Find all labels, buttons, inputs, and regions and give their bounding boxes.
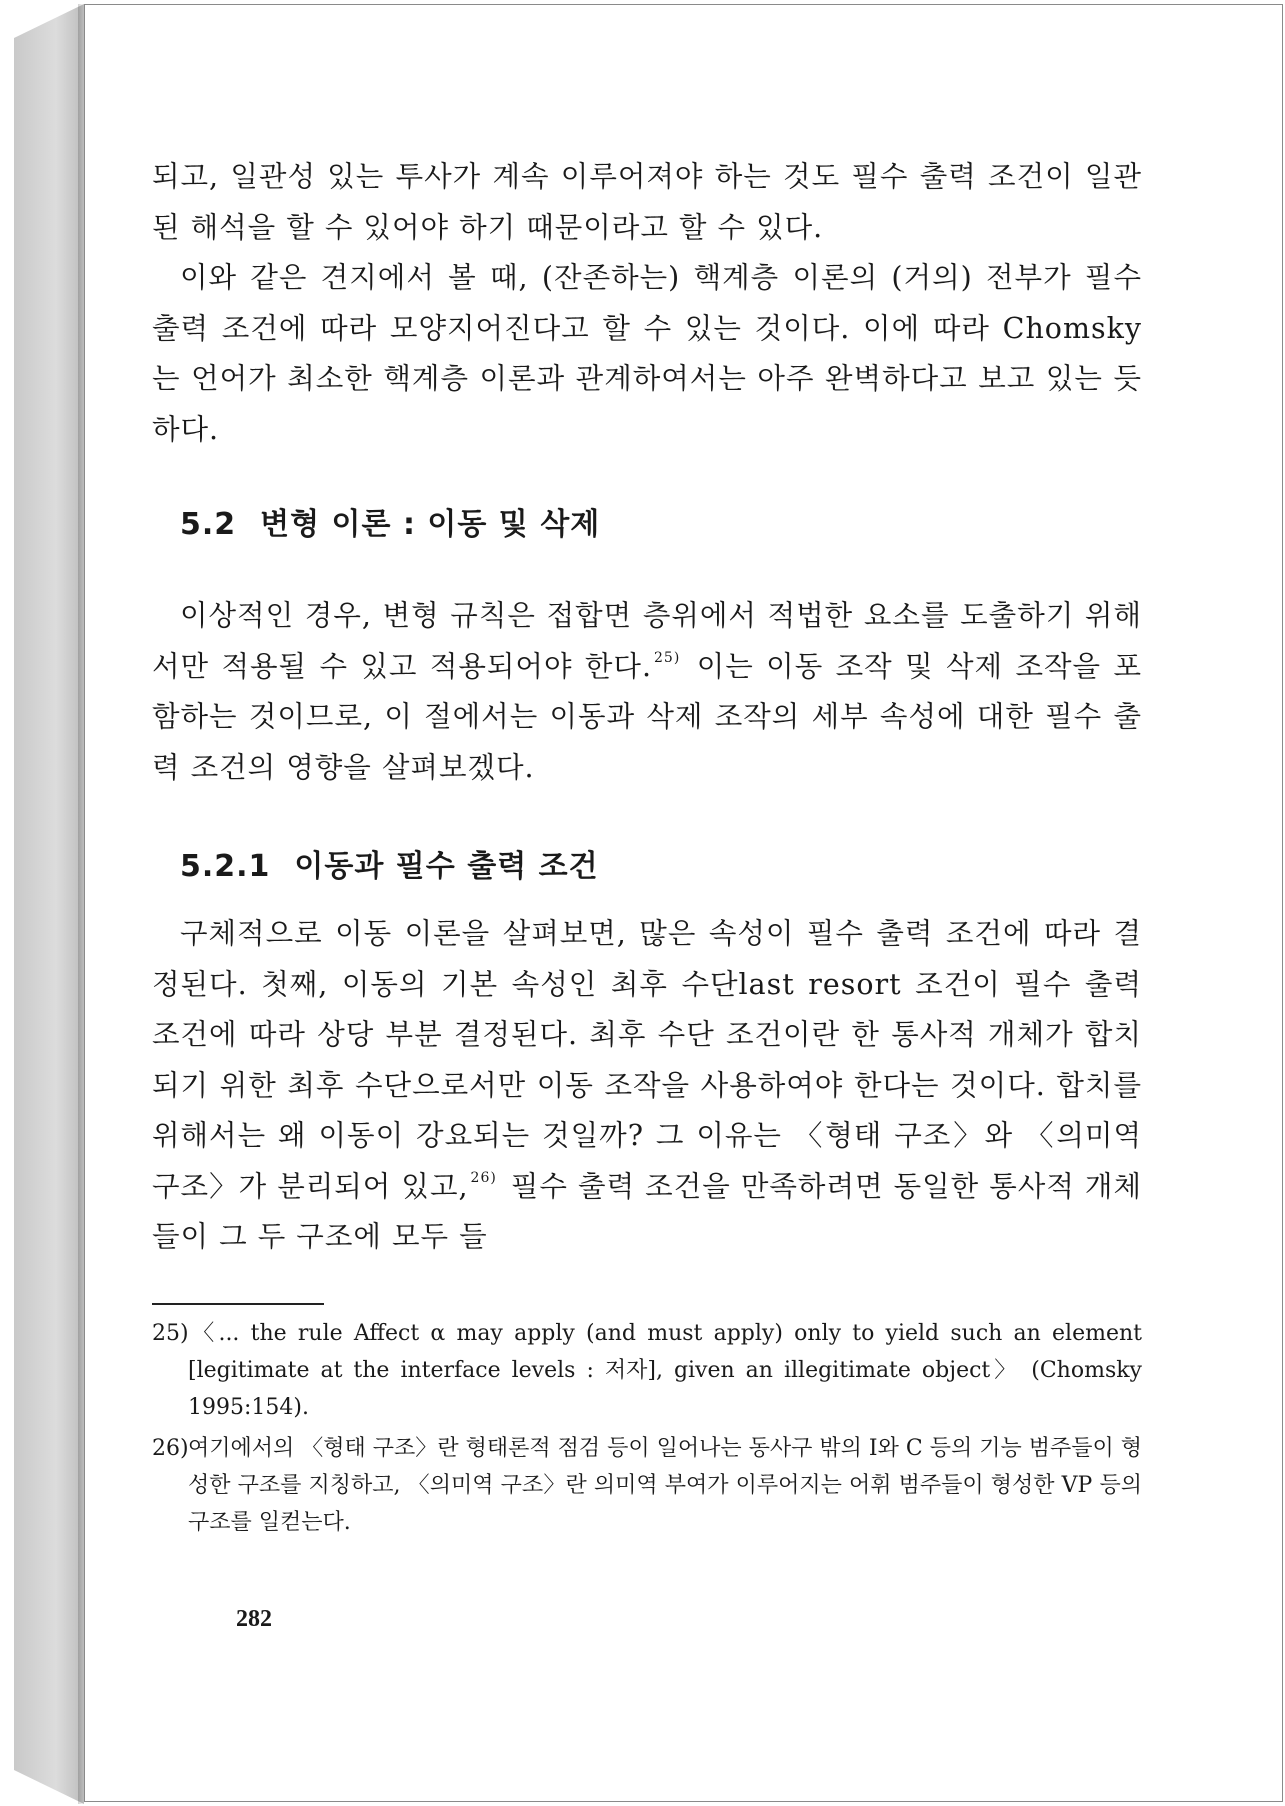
section-heading-5-2 bbox=[152, 499, 1142, 543]
section-heading-5-2-1 bbox=[152, 841, 1142, 885]
footnote-reference[interactable]: 26) bbox=[470, 1169, 497, 1186]
section-title: 이동과 필수 출력 조건 bbox=[294, 849, 599, 884]
paragraph-text: 구체적으로 이동 이론을 살펴보면, 많은 속성이 필수 출력 조건에 따라 결정된다. 첫째, 이동의 기본 속성인 최후 수단last resort 조건이 필수 출력 조건에 따라 상당 부분 결정된다. 최후 수단 조건이란 한 통사적 개체가 합치되기 위한 최후 수단으로서만 이동 조작을 사용하여야 한다는 것이다. 합치를 위해서는 왜 이동이 강요되는 것일까? 그 이유는 〈형태 구조〉와 〈의미역 구조〉가 분리되어 있고, bbox=[152, 917, 1142, 1203]
section-title: 변형 이론 : 이동 및 삭제 bbox=[260, 507, 601, 542]
section-number: 5.2.1 bbox=[180, 849, 271, 884]
section-number: 5.2 bbox=[180, 507, 237, 542]
book-spine-edge bbox=[14, 4, 84, 1804]
body-paragraph-2: 이와 같은 견지에서 볼 때, (잔존하는) 핵계층 이론의 (거의) 전부가 필수 출력 조건에 따라 모양지어진다고 할 수 있는 것이다. 이에 따라 Chomsky는 언어가 최소한 핵계층 이론과 관계하여서는 아주 완벽하다고 보고 있는 듯하다. bbox=[152, 261, 1142, 446]
footnote-number: 25) bbox=[152, 1320, 189, 1346]
paragraph-text: 필수 출력 조건을 만족하려면 동일한 통사적 개체들이 그 두 구조에 모두 들 bbox=[152, 1169, 1142, 1253]
footnote-reference[interactable]: 25) bbox=[654, 649, 681, 666]
body-paragraph-1: 되고, 일관성 있는 투사가 계속 이루어져야 하는 것도 필수 출력 조건이 일관된 해석을 할 수 있어야 하기 때문이라고 할 수 있다. bbox=[152, 160, 1142, 244]
page-number: 282 bbox=[236, 1606, 272, 1632]
footnote-text: 여기에서의 〈형태 구조〉란 형태론적 점검 등이 일어나는 동사구 밖의 I와 C 등의 기능 범주들이 형성한 구조를 지칭하고, 〈의미역 구조〉란 의미역 부여가 이루어지는 어휘 범주들이 형성한 VP 등의 구조를 일컫는다. bbox=[188, 1435, 1142, 1535]
footnote-number: 26) bbox=[152, 1435, 189, 1461]
paragraph-text: 이상적인 경우, 변형 규칙은 접합면 층위에서 적법한 요소를 도출하기 위해서만 적용될 수 있고 적용되어야 한다. bbox=[152, 599, 1142, 683]
body-paragraph-3 bbox=[152, 591, 1142, 793]
footnote-25 bbox=[152, 1315, 1142, 1426]
paragraph-text: 이는 이동 조작 및 삭제 조작을 포함하는 것이므로, 이 절에서는 이동과 삭제 조작의 세부 속성에 대한 필수 출력 조건의 영향을 살펴보겠다. bbox=[152, 649, 1142, 784]
footnote-text: 〈... the rule Affect α may apply (and must apply) only to yield such an element [legitimate at the interface levels : 저자], given an illegitimate object〉 (Chomsky 1995:154). bbox=[188, 1320, 1142, 1420]
footnote-divider bbox=[152, 1303, 324, 1305]
body-paragraph-4 bbox=[152, 909, 1142, 1263]
page-content bbox=[152, 152, 1142, 1545]
footnote-26 bbox=[152, 1430, 1142, 1541]
